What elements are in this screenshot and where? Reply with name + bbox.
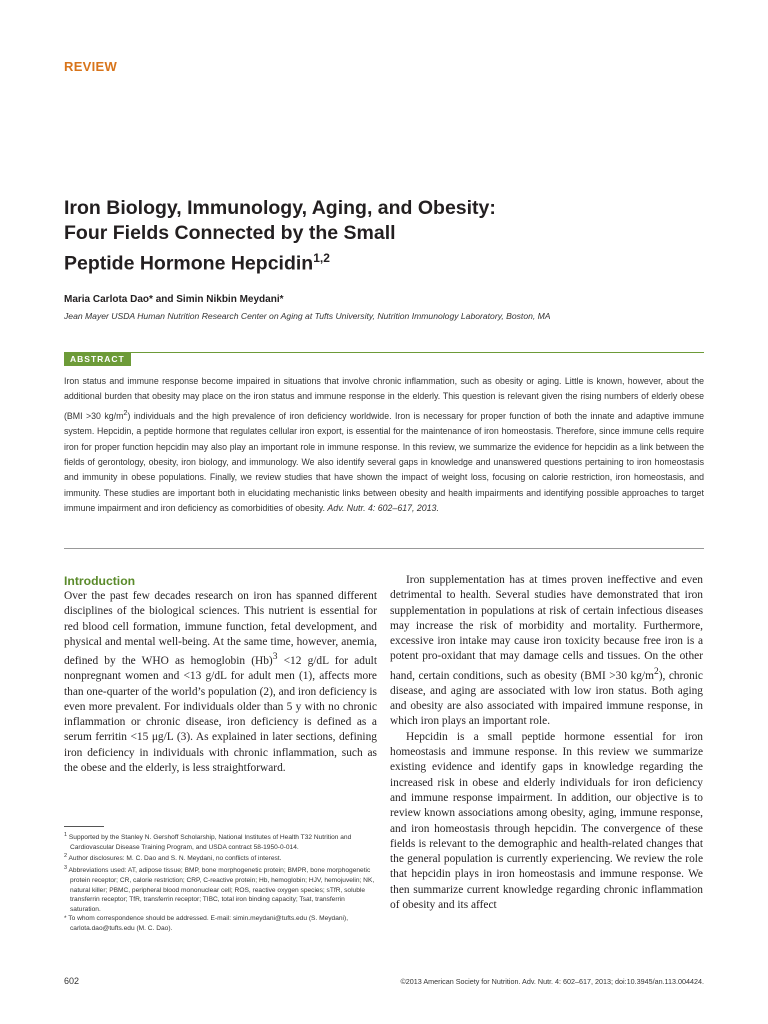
title-footnote-marks: 1,2 (313, 251, 330, 265)
abstract-text (64, 374, 704, 517)
body-paragraph-3: Hepcidin is a small peptide hormone essential for iron homeostasis and immune response. In this review we summarize existing evidence and identify gaps in knowledge regarding the increased risk in obese and elderly individuals for iron deficiency and immune response impairment. In addition, our objective is to review known associations among obesity, aging, immune response, and iron homeostasis through hepcidin. The convergence of these fields is relevant to the demographic and health-related changes that the general population is currently experiencing. We review the role that hepcidin plays in iron homeostasis and immune response. We then summarize current knowledge regarding chronic inflammation of obesity and its affect (390, 730, 703, 912)
body-paragraph-2 (390, 573, 703, 730)
footnote-2 (64, 852, 377, 864)
left-column (64, 573, 377, 776)
footnote-mark: 3 (64, 865, 68, 872)
footnote-text: Abbreviations used: AT, adipose tissue; BMP, bone morphogenetic protein; BMPR, bone morphogenetic protein receptor; CR, calorie restriction; CRP, C-reactive protein; Hb, hemoglobin; HJV, hemojuvelin; NK, natural killer; PBMC, peripheral blood mononuclear cell; ROS, reactive oxygen species; sTfR, soluble transferrin receptor; TfR, transferrin receptor; TIBC, total iron binding capacity; Tsat, transferrin saturation. (68, 867, 375, 913)
title-line-3-text: Peptide Hormone Hepcidin (64, 252, 314, 275)
right-column (390, 573, 703, 913)
page-number: 602 (64, 976, 80, 986)
abstract-text-part-b: ) individuals and the high prevalence of iron deficiency worldwide. Iron is necessary for proper function of both the innate and adaptive immune system. Hepcidin, a peptide hormone that regulates cellular iron export, is essential for the maintenance of iron homeostasis. Therefore, since immune cells require iron for proper function hepcidin may also play an important role in immune response. In this review, we summarize the evidence for hepcidin as a link between the fields of gerontology, obesity, iron biology, and immunology. We also identify several gaps in knowledge and unanswered questions pertaining to iron homeostasis and immunity in obese populations. Finally, we review studies that have shown the impact of weight loss, focusing on calorie restriction, iron homeostasis, and immunity. These studies are important both in elucidating mechanistic links between obesity and health impairments and identifying possible approaches to target immune impairment and iron deficiency as comorbidities of obesity. (64, 410, 704, 514)
abstract-label: ABSTRACT (64, 352, 131, 366)
col2-p1-part-a: Iron supplementation has at times proven ineffective and even detrimental to health. Several studies have demonstrated that iron supplementation in populations at risk of certain infectious diseases may increase the risk of morbidity and mortality. Furthermore, excessive iron intake may cause iron toxicity because free iron is a potent pro-oxidant that may damage cells and tissues. On the other hand, certain conditions, such as obesity (BMI >30 kg/m (390, 574, 703, 682)
footnote-text: Supported by the Stanley N. Gershoff Scholarship, National Institutes of Health T32 Nutrition and Cardiovascular Disease Training Program, and USDA contract 58-1950-0-014. (68, 834, 352, 851)
footnote-text: Author disclosures: M. C. Dao and S. N. Meydani, no conflicts of interest. (68, 855, 282, 863)
abstract-sup: 2 (123, 407, 128, 417)
article-title (64, 196, 704, 277)
abstract-bottom-rule (64, 548, 704, 549)
col2-p1-part-b: ), chronic disease, and aging are associated with low iron status. Both aging and obesity are also associated with impaired immune response, in which iron plays an important role. (390, 669, 703, 728)
intro-p1-part-a: Over the past few decades research on iron has spanned different disciplines of the biological sciences. This nutrient is essential for red blood cell formation, immune function, fetal development, and physical and mental well-being. At the same time, however, anemia, defined by the WHO as hemoglobin (Hb) (64, 590, 377, 667)
footnote-3 (64, 864, 377, 914)
affiliation: Jean Mayer USDA Human Nutrition Research Center on Aging at Tufts University, Nutrition Immunology Laboratory, Boston, MA (64, 311, 551, 321)
footnote-mark: * (64, 915, 67, 923)
introduction-heading: Introduction (64, 574, 136, 588)
col2-p1-sup: 2 (653, 666, 659, 677)
title-line-3 (64, 246, 704, 277)
footnote-correspondence (64, 914, 377, 933)
intro-p1-sup: 3 (272, 652, 278, 663)
footnotes (64, 831, 377, 934)
title-line-2: Four Fields Connected by the Small (64, 222, 396, 244)
section-label: REVIEW (64, 59, 118, 74)
footnote-text: To whom correspondence should be addressed. E-mail: simin.meydani@tufts.edu (S. Meydani), carlota.dao@tufts.edu (M. C. Dao). (68, 915, 349, 932)
footnote-mark: 2 (64, 853, 68, 860)
abstract-top-rule (64, 352, 704, 353)
copyright-line: ©2013 American Society for Nutrition. Adv. Nutr. 4: 602–617, 2013; doi:10.3945/an.113.004424. (400, 977, 704, 986)
footnote-mark: 1 (64, 832, 68, 838)
footnote-1 (64, 831, 377, 852)
title-line-1: Iron Biology, Immunology, Aging, and Obesity: (64, 197, 496, 219)
intro-paragraph-1 (64, 589, 377, 776)
intro-p1-part-b: <12 g/dL for adult nonpregnant women and <13 g/dL for adult men (1), affects more than one-quarter of the world’s population (2), and iron deficiency is even more prevalent. For individuals older than 5 y with no chronic inflammation or chronic disease, iron deficiency is defined as a serum ferritin <15 μg/L (3). As explained in later sections, defining iron deficiency in individuals with chronic inflammation, such as the obese and the elderly, is less straightforward. (64, 654, 377, 775)
abstract-text-part-a: Iron status and immune response become impaired in situations that involve chronic inflammation, such as obesity or aging. Little is known, however, about the additional burden that obesity may place on the iron status and immune response in the elderly. This question is relevant given the rising numbers of elderly obese (BMI >30 kg/m (64, 376, 704, 421)
author-list: Maria Carlota Dao* and Simin Nikbin Meydani* (64, 294, 284, 305)
footnote-rule (64, 826, 104, 827)
abstract-citation: Adv. Nutr. 4: 602–617, 2013. (327, 503, 439, 514)
